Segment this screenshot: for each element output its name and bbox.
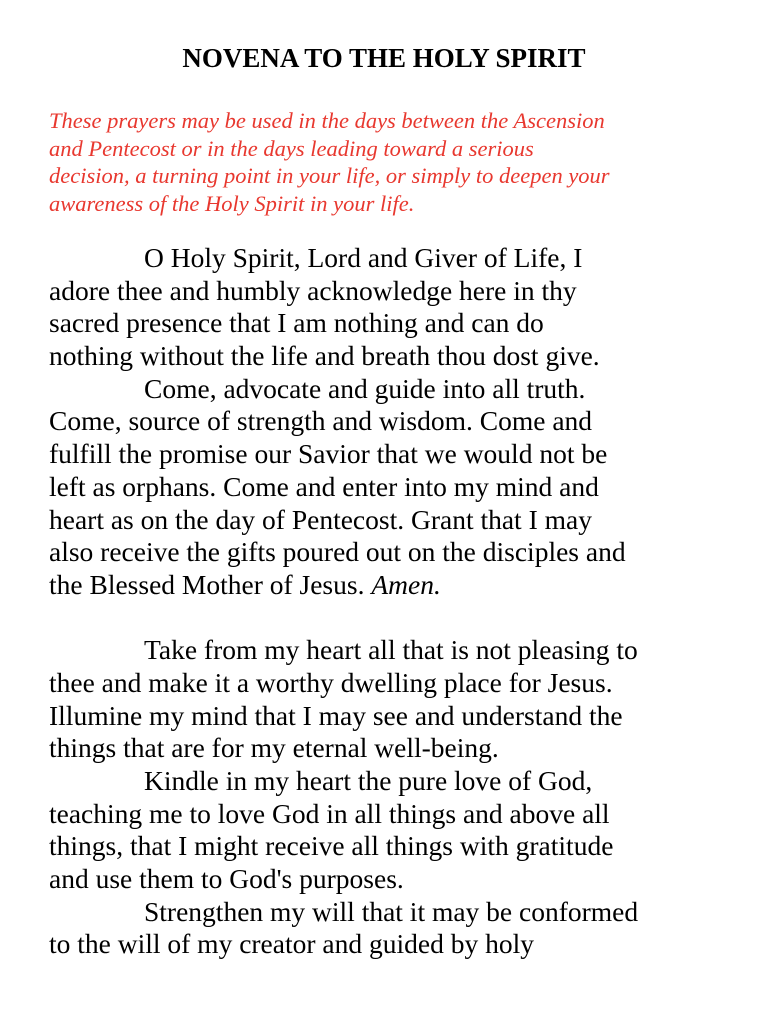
- prayer-text: [49, 242, 749, 961]
- prayer-line: O Holy Spirit, Lord and Giver of Life, I: [144, 242, 583, 273]
- page-title: NOVENA TO THE HOLY SPIRIT: [182, 43, 586, 73]
- paragraph-spacer: [49, 602, 749, 635]
- prayer-line: to the will of my creator and guided by holy: [49, 928, 534, 960]
- amen-text: Amen.: [371, 568, 441, 600]
- prayer-line: left as orphans. Come and enter into my mind and: [49, 470, 599, 502]
- intro-paragraph: [49, 107, 739, 217]
- prayer-line: the Blessed Mother of Jesus.: [49, 568, 372, 600]
- prayer-line: Kindle in my heart the pure love of God,: [144, 765, 593, 796]
- prayer-line: Come, advocate and guide into all truth.: [144, 372, 586, 404]
- prayer-line: things, that I might receive all things with gratitude: [49, 830, 614, 862]
- prayer-line: things that are for my eternal well-being.: [49, 732, 499, 764]
- prayer-line: fulfill the promise our Savior that we would not be: [49, 438, 608, 470]
- intro-line: decision, a turning point in your life, or simply to deepen your: [49, 163, 610, 188]
- prayer-line: and use them to God's purposes.: [49, 863, 404, 895]
- prayer-line: thee and make it a worthy dwelling place for Jesus.: [49, 666, 613, 698]
- prayer-line: Come, source of strength and wisdom. Come and: [49, 405, 593, 437]
- intro-line: These prayers may be used in the days between the Ascension: [49, 108, 605, 133]
- prayer-line: nothing without the life and breath thou dost give.: [49, 340, 600, 372]
- prayer-line: Illumine my mind that I may see and understand the: [49, 699, 623, 731]
- intro-line: awareness of the Holy Spirit in your life.: [49, 190, 415, 216]
- prayer-line: Take from my heart all that is not pleasing to: [144, 634, 638, 666]
- prayer-line: adore thee and humbly acknowledge here in thy: [49, 274, 577, 306]
- prayer-line: teaching me to love God in all things and above all: [49, 797, 610, 829]
- prayer-line: sacred presence that I am nothing and can do: [49, 307, 544, 339]
- intro-line: and Pentecost or in the days leading toward a serious: [49, 135, 534, 161]
- prayer-line-amen: [49, 569, 749, 602]
- prayer-line: Strengthen my will that it may be conformed: [144, 895, 639, 927]
- prayer-line: also receive the gifts poured out on the disciples and: [49, 536, 626, 568]
- prayer-line: heart as on the day of Pentecost. Grant that I may: [49, 503, 592, 535]
